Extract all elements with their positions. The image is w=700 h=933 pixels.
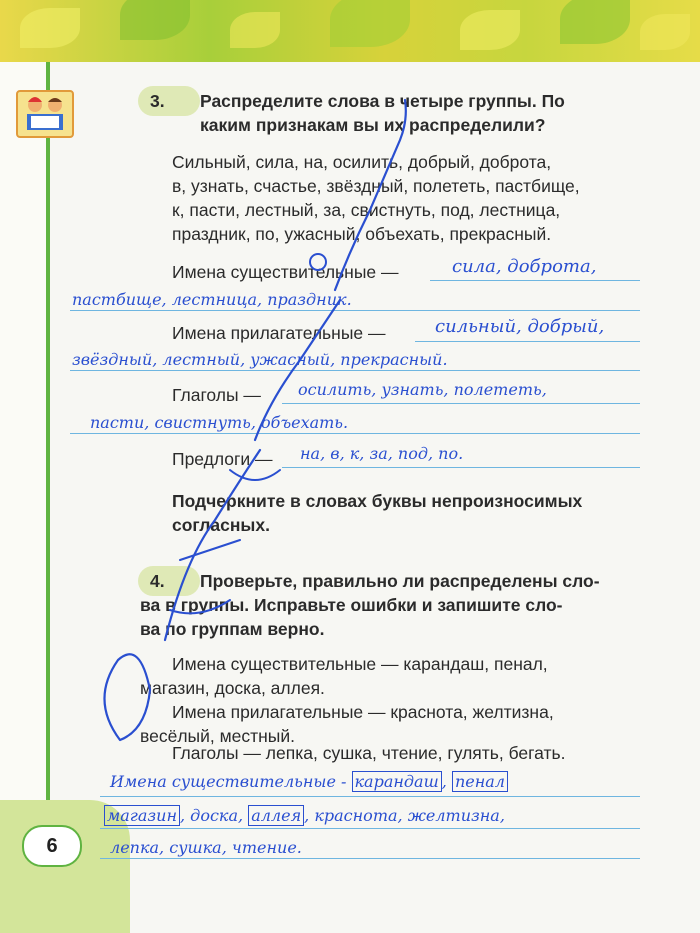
exercise-4-task-line-2: ва в группы. Исправьте ошибки и запишите сло- [140, 595, 563, 615]
word-list-line: в, узнать, счастье, звёздный, полететь, пастбище, [172, 176, 580, 196]
exercise-4-badge [138, 566, 200, 596]
answer-rule [282, 403, 640, 404]
exercise-4-verbs-line: Глаголы — лепка, сушка, чтение, гулять, бегать. [172, 743, 566, 763]
margin-line [46, 62, 50, 802]
answer-prepositions: на, в, к, за, под, по. [300, 444, 464, 463]
handwritten-answer-line-1 [110, 772, 508, 791]
answer-rule [100, 858, 640, 859]
exercise-4-number: 4. [150, 571, 165, 591]
banner-leaf [230, 12, 280, 48]
boxed-word: аллея [248, 805, 304, 826]
answer-rule [100, 796, 640, 797]
answer-verbs-line-2: пасти, свистнуть, объехать. [90, 413, 349, 432]
answer-rule [100, 828, 640, 829]
handwritten-answer-line-3: лепка, сушка, чтение. [110, 838, 302, 857]
top-banner [0, 0, 700, 62]
exercise-3-badge [138, 86, 200, 116]
boxed-word: магазин [104, 805, 180, 826]
exercise-3-task-line-1: Распределите слова в четыре группы. По [200, 91, 565, 111]
exercise-3-note-line-1: Подчеркните в словах буквы непроизносимых [172, 491, 583, 511]
handwritten-text: , [441, 772, 447, 791]
group-label-verbs: Глаголы — [172, 385, 261, 405]
exercise-4-nouns-line-2: магазин, доска, аллея. [140, 678, 325, 698]
answer-adjectives-line-2: звёздный, лестный, ужасный, прекрасный. [72, 350, 448, 369]
word-list-line: праздник, по, ужасный, объехать, прекрасный. [172, 224, 552, 244]
handwritten-text: , краснота, желтизна, [304, 806, 505, 825]
banner-leaf [640, 14, 690, 50]
answer-nouns-line-1: сила, доброта, [452, 256, 597, 277]
answer-rule [430, 280, 640, 281]
exercise-4-adjectives-line-2: весёлый, местный. [140, 726, 296, 746]
boxed-word: пенал [452, 771, 508, 792]
exercise-3-task-line-2: каким признакам вы их распределили? [200, 115, 546, 135]
answer-nouns-line-2: пастбище, лестница, праздник. [72, 290, 352, 309]
exercise-4-nouns-line-1: Имена существительные — карандаш, пенал, [172, 654, 548, 674]
answer-rule [282, 467, 640, 468]
group-label-prepositions: Предлоги — [172, 449, 273, 469]
answer-rule [70, 310, 640, 311]
answer-adjectives-line-1: сильный, добрый, [435, 316, 605, 337]
answer-rule [70, 370, 640, 371]
answer-rule [70, 433, 640, 434]
handwritten-text: Имена существительные - [110, 772, 347, 791]
answer-rule [415, 341, 640, 342]
exercise-3-note-line-2: согласных. [172, 515, 270, 535]
boxed-word: карандаш [352, 771, 442, 792]
answer-verbs-line-1: осилить, узнать, полететь, [298, 380, 547, 399]
banner-leaf [560, 0, 630, 44]
exercise-3-number: 3. [150, 91, 165, 111]
group-label-adjectives: Имена прилагательные — [172, 323, 386, 343]
banner-leaf [460, 10, 520, 50]
word-list-line: к, пасти, лестный, за, свистнуть, под, лестница, [172, 200, 561, 220]
exercise-4-task-line-1: Проверьте, правильно ли распределены сло- [200, 571, 600, 591]
banner-leaf [330, 0, 410, 47]
page-number: 6 [22, 825, 82, 867]
banner-leaf [20, 8, 80, 48]
exercise-4-task-line-3: ва по группам верно. [140, 619, 325, 639]
group-label-nouns: Имена существительные — [172, 262, 399, 282]
word-list-line: Сильный, сила, на, осилить, добрый, доброта, [172, 152, 552, 172]
exercise-4-adjectives-line-1: Имена прилагательные — краснота, желтизна, [172, 702, 554, 722]
banner-leaf [120, 0, 190, 40]
reading-kids-icon [16, 90, 74, 138]
handwritten-text: , доска, [180, 806, 244, 825]
handwritten-answer-line-2 [104, 806, 505, 825]
